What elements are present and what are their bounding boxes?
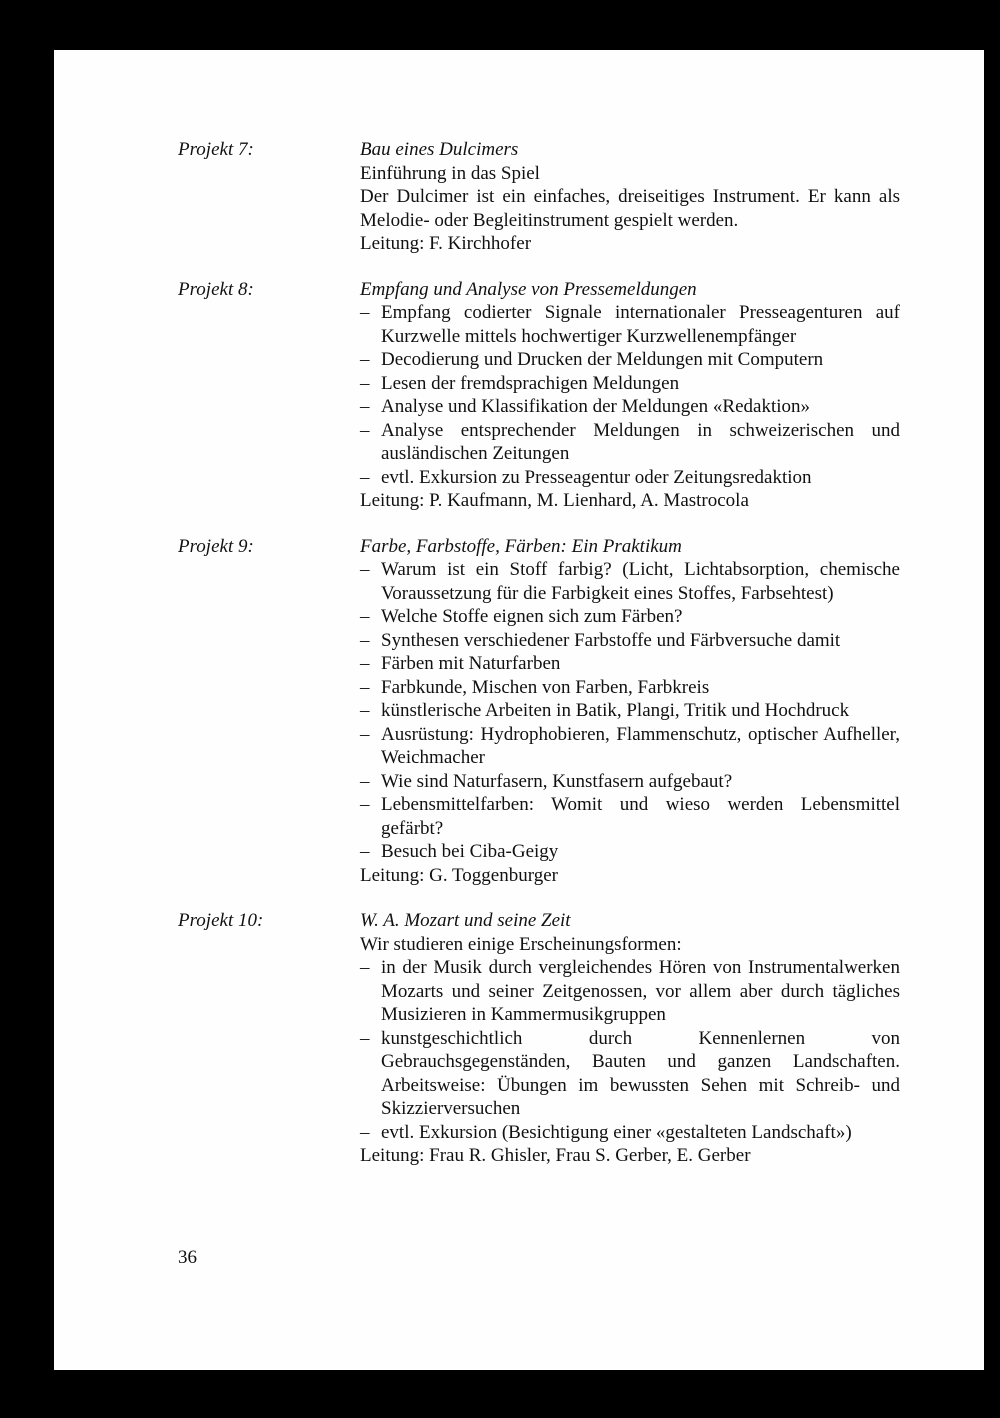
project-title: Bau eines Dulcimers bbox=[360, 139, 519, 160]
list-item: – Decodierung und Drucken der Meldungen mit Computern bbox=[360, 348, 900, 372]
project-9 bbox=[178, 535, 900, 888]
project-title: W. A. Mozart und seine Zeit bbox=[360, 910, 571, 931]
document-page bbox=[54, 50, 984, 1370]
list-item: – Färben mit Naturfarben bbox=[360, 652, 900, 676]
project-body bbox=[360, 278, 900, 513]
project-label: Projekt 8: bbox=[178, 278, 254, 300]
project-leitung: Leitung: Frau R. Ghisler, Frau S. Gerber, E. Gerber bbox=[360, 1145, 751, 1166]
project-label: Projekt 9: bbox=[178, 535, 254, 557]
list-item: – Analyse entsprechender Meldungen in schweizerischen und ausländischen Zeitungen bbox=[360, 419, 900, 466]
project-8 bbox=[178, 278, 900, 513]
project-intro: Einführung in das Spiel bbox=[360, 162, 540, 184]
project-title: Farbe, Farbstoffe, Färben: Ein Praktikum bbox=[360, 535, 682, 557]
project-item-list bbox=[360, 301, 900, 489]
list-item: – Lebensmittelfarben: Womit und wieso werden Lebensmittel gefärbt? bbox=[360, 793, 900, 840]
project-leitung: Leitung: G. Toggenburger bbox=[360, 864, 558, 886]
project-item-list bbox=[360, 558, 900, 864]
list-item: – evtl. Exkursion zu Presseagentur oder Zeitungsredaktion bbox=[360, 466, 900, 490]
list-item: – Analyse und Klassifikation der Meldungen «Redaktion» bbox=[360, 395, 900, 419]
project-body bbox=[360, 138, 900, 256]
project-10 bbox=[178, 909, 900, 1168]
list-item: – Lesen der fremdsprachigen Meldungen bbox=[360, 372, 900, 396]
list-item: – evtl. Exkursion (Besichtigung einer «gestalteten Landschaft») bbox=[360, 1121, 900, 1145]
list-item: – Ausrüstung: Hydrophobieren, Flammenschutz, optischer Aufheller, Weichmacher bbox=[360, 723, 900, 770]
project-label: Projekt 7: bbox=[178, 139, 254, 160]
list-item: – Empfang codierter Signale internationaler Presseagenturen auf Kurzwelle mittels hochwertiger Kurzwellenempfänger bbox=[360, 301, 900, 348]
project-item-list bbox=[360, 956, 900, 1144]
list-item: – kunstgeschichtlich durch Kennenlernen von Gebrauchsgegenständen, Bauten und ganzen Landschaften. Arbeitsweise: Übungen im bewussten Sehen mit Schreib- und Skizzierversuchen bbox=[360, 1027, 900, 1121]
project-7 bbox=[178, 138, 900, 256]
project-leitung: Leitung: P. Kaufmann, M. Lienhard, A. Mastrocola bbox=[360, 490, 749, 511]
list-item: – Warum ist ein Stoff farbig? (Licht, Lichtabsorption, chemische Voraussetzung für die Farbigkeit eines Stoffes, Farbsehtest) bbox=[360, 558, 900, 605]
project-label: Projekt 10: bbox=[178, 910, 264, 931]
list-item: – Welche Stoffe eignen sich zum Färben? bbox=[360, 605, 900, 629]
list-item: – in der Musik durch vergleichendes Hören von Instrumentalwerken Mozarts und seiner Zeitgenossen, vor allem aber durch tägliches Musizieren in Kammermusikgruppen bbox=[360, 956, 900, 1027]
list-item: – Synthesen verschiedener Farbstoffe und Färbversuche damit bbox=[360, 629, 900, 653]
list-item: – Wie sind Naturfasern, Kunstfasern aufgebaut? bbox=[360, 770, 900, 794]
project-body bbox=[360, 535, 900, 888]
page-number: 36 bbox=[178, 1247, 197, 1268]
list-item: – Besuch bei Ciba-Geigy bbox=[360, 840, 900, 864]
project-description: Der Dulcimer ist ein einfaches, dreiseitiges Instrument. Er kann als Melodie- oder Begleitinstrument gespielt werden. bbox=[360, 186, 900, 231]
project-leitung: Leitung: F. Kirchhofer bbox=[360, 233, 532, 254]
project-list bbox=[178, 138, 900, 1190]
list-item: – künstlerische Arbeiten in Batik, Plangi, Tritik und Hochdruck bbox=[360, 699, 900, 723]
project-title: Empfang und Analyse von Pressemeldungen bbox=[360, 278, 697, 300]
project-intro: Wir studieren einige Erscheinungsformen: bbox=[360, 933, 682, 955]
project-body bbox=[360, 909, 900, 1168]
list-item: – Farbkunde, Mischen von Farben, Farbkreis bbox=[360, 676, 900, 700]
